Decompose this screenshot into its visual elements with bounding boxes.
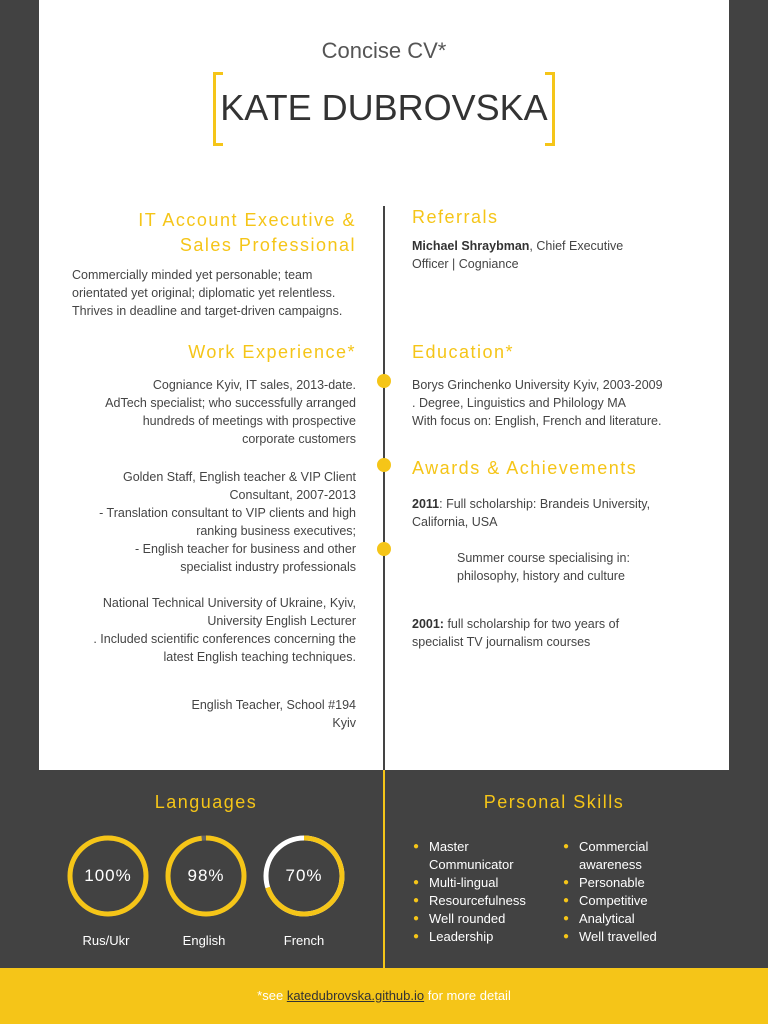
job-line: - Translation consultant to VIP clients and high	[99, 506, 356, 520]
footer-note	[0, 988, 768, 1003]
job-line: corporate customers	[242, 432, 356, 446]
footer-pre: *see	[257, 988, 287, 1003]
timeline-dot	[377, 374, 391, 388]
referral-company: Officer | Cogniance	[412, 257, 519, 271]
bullet-icon: ●	[413, 913, 420, 924]
language-percent: 98%	[187, 866, 225, 885]
award-entry	[412, 495, 712, 531]
job-title-line: IT Account Executive &	[138, 210, 356, 230]
job-line: AdTech specialist; who successfully arranged	[105, 396, 356, 410]
award-text: : Full scholarship: Brandeis University,	[439, 497, 651, 511]
skill-item	[563, 874, 645, 892]
award-entry	[412, 615, 712, 651]
cv-subtitle: Concise CV*	[321, 38, 447, 63]
skill-label: Competitive	[579, 893, 648, 908]
summary-line: Thrives in deadline and target-driven campaigns.	[72, 304, 343, 318]
right-bracket	[545, 72, 555, 146]
website-link[interactable]: katedubrovska.github.io	[286, 988, 425, 1003]
skill-label: awareness	[579, 857, 642, 872]
language-percent: 100%	[84, 866, 132, 885]
personal-skills-heading: Personal Skills	[483, 792, 625, 812]
job-line: - English teacher for business and other	[135, 542, 356, 556]
bullet-icon: ●	[413, 895, 420, 906]
skill-item-cont	[429, 856, 514, 874]
skill-label: Personable	[579, 875, 645, 890]
skill-label: Analytical	[579, 911, 635, 926]
skill-label: Well rounded	[429, 911, 506, 926]
skill-item	[413, 838, 469, 856]
job-line: English Teacher, School #194	[191, 698, 356, 712]
timeline-line	[383, 206, 385, 770]
job-line: National Technical University of Ukraine, Kyiv,	[102, 596, 356, 610]
skill-item	[413, 910, 506, 928]
job-entry	[56, 376, 356, 448]
skill-item	[563, 838, 649, 856]
job-entry	[56, 468, 356, 576]
timeline-dot	[377, 542, 391, 556]
bullet-icon: ●	[563, 877, 570, 888]
award-text: specialist TV journalism courses	[412, 635, 591, 649]
job-title-heading	[80, 208, 356, 258]
job-title-line: Sales Professional	[179, 235, 356, 255]
referrals-heading: Referrals	[412, 207, 499, 227]
skill-label: Resourcefulness	[429, 893, 526, 908]
footer-post: for more detail	[424, 988, 511, 1003]
education-line: . Degree, Linguistics and Philology MA	[412, 396, 627, 410]
skill-label: Communicator	[429, 857, 514, 872]
bullet-icon: ●	[413, 841, 420, 852]
award-text: Summer course specialising in:	[457, 551, 630, 565]
skill-label: Multi-lingual	[429, 875, 499, 890]
skill-item	[563, 892, 648, 910]
skill-item	[563, 928, 657, 946]
award-text: philosophy, history and culture	[457, 569, 625, 583]
education-line: Borys Grinchenko University Kyiv, 2003-2009	[412, 378, 663, 392]
timeline-dot	[377, 458, 391, 472]
summary-line: orientated yet original; diplomatic yet relentless.	[72, 286, 336, 300]
award-entry	[457, 549, 717, 585]
bullet-icon: ●	[413, 931, 420, 942]
summary-line: Commercially minded yet personable; team	[72, 268, 313, 282]
skill-label: Leadership	[429, 929, 494, 944]
language-gauge	[66, 834, 150, 918]
language-percent: 70%	[285, 866, 323, 885]
bullet-icon: ●	[563, 931, 570, 942]
bullet-icon: ●	[563, 913, 570, 924]
job-line: . Included scientific conferences concerning the	[93, 632, 356, 646]
language-name: Rus/Ukr	[82, 933, 130, 948]
skill-label: Well travelled	[579, 929, 657, 944]
languages-heading: Languages	[154, 792, 258, 812]
job-line: specialist industry professionals	[180, 560, 356, 574]
job-line: University English Lecturer	[207, 614, 356, 628]
referral	[412, 237, 702, 273]
language-gauge	[164, 834, 248, 918]
referral-role: , Chief Executive	[529, 239, 624, 253]
work-experience-heading: Work Experience*	[188, 342, 356, 362]
referral-name: Michael Shraybman	[412, 239, 530, 253]
candidate-name: KATE DUBROVSKA	[220, 87, 548, 128]
education-entry	[412, 376, 712, 430]
skill-item	[563, 910, 635, 928]
language-name: English	[182, 933, 226, 948]
education-line: With focus on: English, French and literature.	[412, 414, 662, 428]
job-entry	[56, 594, 356, 666]
skill-item	[413, 892, 526, 910]
job-line: Kyiv	[332, 716, 356, 730]
education-heading: Education*	[412, 342, 515, 362]
job-line: Consultant, 2007-2013	[229, 488, 356, 502]
award-year: 2011	[412, 497, 440, 511]
language-name: French	[283, 933, 325, 948]
job-line: Cogniance Kyiv, IT sales, 2013-date.	[152, 378, 356, 392]
footer-bar	[0, 968, 768, 1024]
awards-heading: Awards & Achievements	[412, 458, 638, 478]
skill-label: Commercial	[579, 839, 649, 854]
award-text: California, USA	[412, 515, 498, 529]
job-line: ranking business executives;	[196, 524, 356, 538]
job-line: latest English teaching techniques.	[163, 650, 356, 664]
name-block	[213, 72, 555, 146]
job-line: hundreds of meetings with prospective	[142, 414, 356, 428]
skill-item	[413, 928, 494, 946]
language-gauge	[262, 834, 346, 918]
summary	[72, 266, 372, 320]
skill-label: Master	[429, 839, 469, 854]
skill-item	[413, 874, 499, 892]
bullet-icon: ●	[563, 895, 570, 906]
award-year: 2001:	[412, 617, 444, 631]
bullet-icon: ●	[413, 877, 420, 888]
award-text: full scholarship for two years of	[443, 617, 620, 631]
job-entry	[56, 696, 356, 732]
timeline-line-footer	[383, 770, 385, 970]
bullet-icon: ●	[563, 841, 570, 852]
skill-item-cont	[579, 856, 642, 874]
job-line: Golden Staff, English teacher & VIP Client	[122, 470, 356, 484]
